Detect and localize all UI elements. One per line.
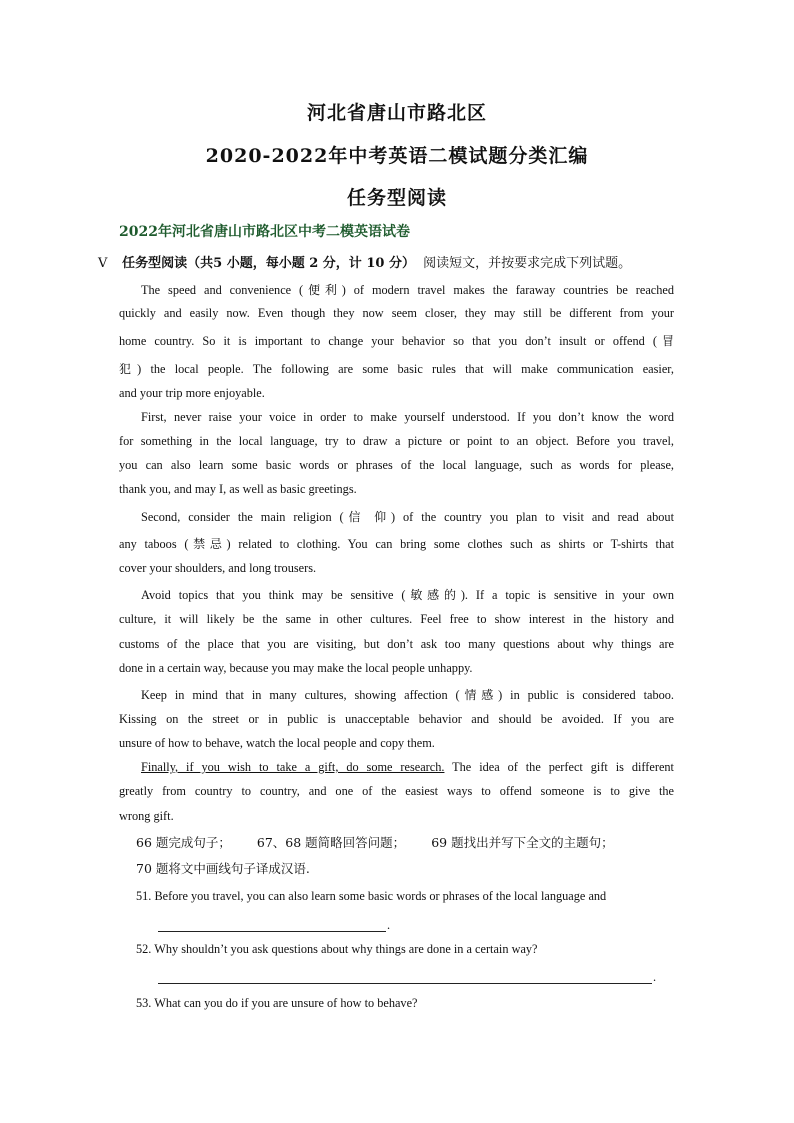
instructions-bold: 任务型阅读（共5 小题，每小题 2 分，计 10 分） (122, 256, 415, 271)
passage-line: Kissing on the street or in public is unacceptable behavior and should be avoided. If you are (119, 712, 674, 726)
passage-line: Avoid topics that you think may be sensitive (敏感的). If a topic is sensitive in your own (141, 588, 674, 602)
answer-end-52: . (653, 970, 657, 984)
section-instructions (98, 252, 631, 271)
passage-line: unsure of how to behave, watch the local people and copy them. (119, 736, 435, 750)
passage-line: for something in the local language, try to draw a picture or point to an object. Before you travel, (119, 434, 674, 448)
passage-line: any taboos (禁忌) related to clothing. You can bring some clothes such as shirts or T-shirts that (119, 537, 674, 551)
task-instructions-line2: 70 题将文中画线句子译成汉语. (136, 861, 310, 876)
question-53: 53. What can you do if you are unsure of how to behave? (136, 996, 418, 1010)
underlined-sentence: Finally, if you wish to take a gift, do some research. (141, 760, 445, 774)
passage-line: First, never raise your voice in order to make yourself understood. If you don’t know the word (141, 410, 674, 424)
task-instructions: 66 题完成句子； 67、68 题简略回答问题； 69 题找出并写下全文的主题句； (136, 835, 614, 850)
question-51: 51. Before you travel, you can also learn some basic words or phrases of the local language and (136, 889, 607, 903)
passage-line: Second, consider the main religion (信 仰) of the country you plan to visit and read about (141, 510, 674, 524)
passage-line: wrong gift. (119, 809, 174, 823)
passage-line: Finally, if you wish to take a gift, do some research. The idea of the perfect gift is different (141, 760, 674, 774)
answer-blank-51[interactable] (158, 931, 386, 932)
answer-end-51: . (387, 918, 391, 932)
passage-line: customs of the place that you are visiting, but don’t ask too many questions about why things are (119, 637, 674, 651)
passage-line: home country. So it is important to change your behavior so that you don’t insult or offend (冒 (119, 334, 674, 348)
instructions-text: 阅读短文，并按要求完成下列试题。 (423, 256, 632, 271)
passage-line: Keep in mind that in many cultures, showing affection (情感) in public is considered taboo. (141, 688, 674, 702)
passage-line: 犯) the local people. The following are some basic rules that will make communication easier, (119, 362, 674, 376)
passage-line: and your trip more enjoyable. (119, 386, 265, 400)
passage-line: cover your shoulders, and long trousers. (119, 561, 317, 575)
passage-line: greatly from country to country, and one of the easiest ways to offend someone is to give the (119, 784, 674, 798)
passage-line: quickly and easily now. Even though they now seem closer, they may still be different from your (119, 306, 674, 320)
section-heading: 2022年河北省唐山市路北区中考二模英语试卷 (119, 224, 410, 240)
passage-line: culture, it will likely be the same in other cultures. Feel free to show interest in the history and (119, 612, 674, 626)
answer-blank-52[interactable] (158, 983, 652, 984)
passage-line: done in a certain way, because you may make the local people unhappy. (119, 661, 473, 675)
document-title-exam: 2020-2022年中考英语二模试题分类汇编 (205, 145, 589, 167)
passage-line: thank you, and may I, as well as basic greetings. (119, 482, 357, 496)
passage-line: you can also learn some basic words or phrases of the local language, such as words for please, (119, 458, 674, 472)
document-title-topic: 任务型阅读 (346, 187, 447, 209)
document-title-region: 河北省唐山市路北区 (306, 102, 487, 124)
passage-line: The speed and convenience (便利) of modern travel makes the faraway countries be reached (141, 283, 674, 297)
section-number: V (98, 256, 108, 271)
question-52: 52. Why shouldn’t you ask questions about why things are done in a certain way? (136, 942, 538, 956)
